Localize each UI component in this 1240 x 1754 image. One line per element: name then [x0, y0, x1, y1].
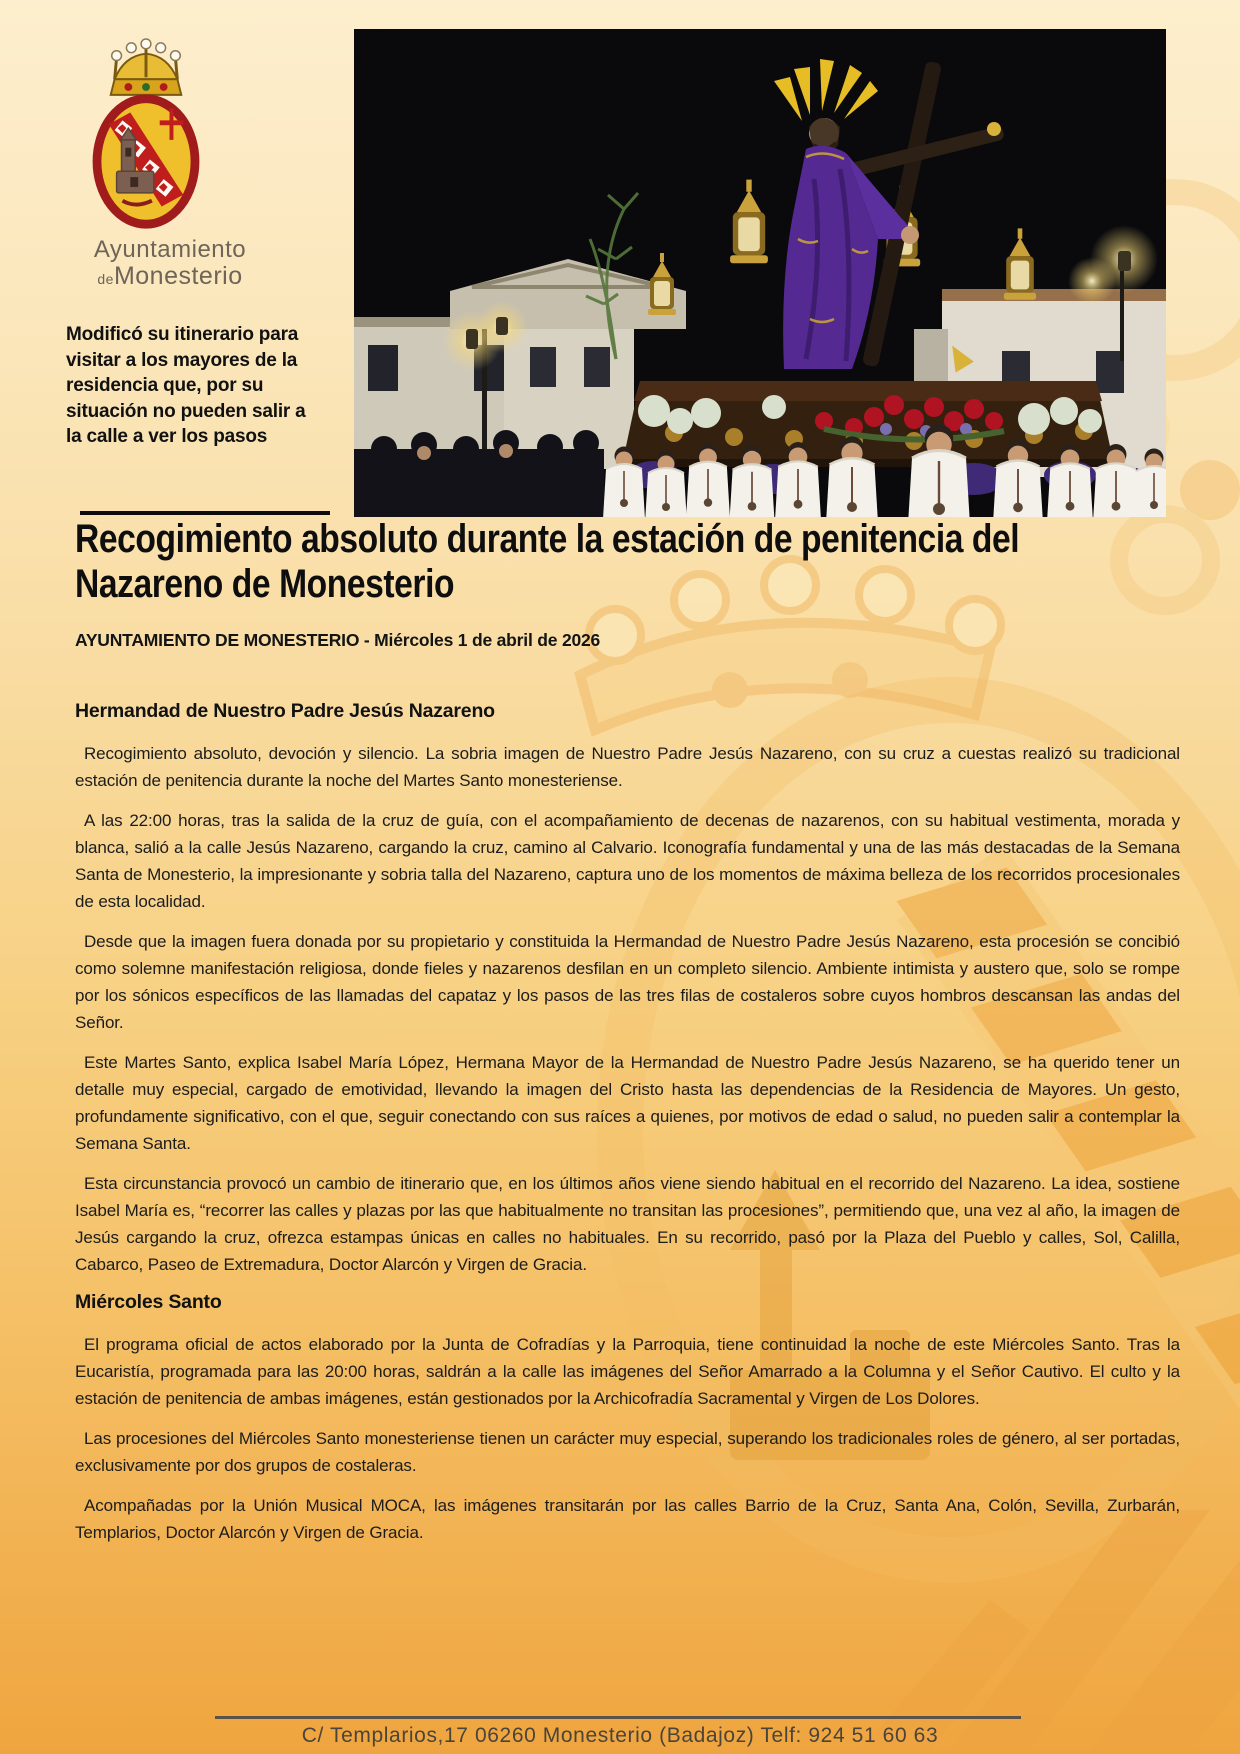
byline: AYUNTAMIENTO DE MONESTERIO - Miércoles 1 de abril de 2026	[75, 630, 601, 650]
kicker-text: Modificó su itinerario para visitar a los mayores de la residencia que, por su situación no pueden salir a la calle a ver los pasos	[66, 324, 306, 447]
procession-photo	[354, 29, 1166, 517]
brand-de: de	[97, 270, 114, 287]
page-title: Recogimiento absoluto durante la estación de penitencia del Nazareno de Monesterio	[75, 517, 1020, 606]
paragraph: Recogimiento absoluto, devoción y silencio. La sobria imagen de Nuestro Padre Jesús Nazareno, con su cruz a cuestas realizó su tradicional estación de penitencia durante la noche del Martes Santo monesteriense.	[75, 744, 1180, 790]
paragraph: Acompañadas por la Unión Musical MOCA, las imágenes transitarán por las calles Barrio de la Cruz, Santa Ana, Colón, Sevilla, Zurbarán, Templarios, Doctor Alarcón y Virgen de Gracia.	[75, 1496, 1180, 1542]
footer-address: C/ Templarios,17 06260 Monesterio (Badajoz) Telf: 924 51 60 63	[301, 1724, 939, 1747]
brand-line1: Ayuntamiento	[93, 236, 247, 263]
article-body	[75, 700, 1180, 1559]
paragraph: Desde que la imagen fuera donada por su propietario y constituida la Hermandad de Nuestro Padre Jesús Nazareno, esta procesión se concibió como solemne manifestación religiosa, donde fieles y nazarenos desfilan en un completo silencio. Ambiente intimista y austero que, solo se rompe por los sónicos específicos de las llamadas del capataz y los pasos de las tres filas de costaleros sobre cuyos hombros descansan las andas del Señor.	[75, 932, 1180, 1032]
monesterio-coat-of-arms-icon	[86, 38, 206, 234]
paragraph: El programa oficial de actos elaborado por la Junta de Cofradías y la Parroquia, tiene continuidad la noche de este Miércoles Santo. Tras la Eucaristía, programada para las 20:00 horas, saldrán a la calle las imágenes del Señor Amarrado a la Columna y el Señor Cautivo. El culto y la estación de penitencia de ambas imágenes, están gestionados por la Archicofradía Sacramental y Virgen de Los Dolores.	[75, 1335, 1180, 1408]
paragraph: Las procesiones del Miércoles Santo monesteriense tienen un carácter muy especial, superando los tradicionales roles de género, al ser portadas, exclusivamente por dos grupos de costaleras.	[75, 1429, 1180, 1475]
section-heading-miercoles-santo: Miércoles Santo	[75, 1291, 222, 1313]
paragraph: Este Martes Santo, explica Isabel María López, Hermana Mayor de la Hermandad de Nuestro Padre Jesús Nazareno, se ha querido tener un detalle muy especial, cargado de emotividad, llevando la imagen del Cristo hasta las dependencias de la Residencia de Mayores. Un gesto, profundamente significativo, con el que, seguir conectando con sus raíces a quienes, por motivos de edad o salud, no pueden salir a contemplar la Semana Santa.	[75, 1053, 1180, 1153]
paragraph: Esta circunstancia provocó un cambio de itinerario que, en los últimos años viene siendo habitual en el recorrido del Nazareno. La idea, sostiene Isabel María es, “recorrer las calles y plazas por las que habitualmente no transitan las procesiones”, permitiendo que, una vez al año, la imagen de Jesús cargando la cruz, ofrezca estampas únicas en calles no habituales. En su recorrido, pasó por la Plaza del Pueblo y calles, Sol, Calilla, Cabarco, Paseo de Extremadura, Doctor Alarcón y Virgen de Gracia.	[75, 1174, 1180, 1274]
headline-divider	[80, 511, 330, 515]
section-heading-hermandad: Hermandad de Nuestro Padre Jesús Nazareno	[75, 700, 495, 722]
headline-block	[75, 517, 1175, 607]
footer-divider	[215, 1716, 1021, 1719]
paragraph: A las 22:00 horas, tras la salida de la cruz de guía, con el acompañamiento de decenas de nazarenos, con su habitual vestimenta, morada y blanca, salió a la calle Jesús Nazareno, cargando la cruz, camino al Calvario. Iconografía fundamental y una de las más destacadas de la Semana Santa de Monesterio, la impresionante y sobria talla del Nazareno, captura uno de los momentos de máxima belleza de los recorridos procesionales de esta localidad.	[75, 811, 1180, 911]
brand-name	[70, 238, 270, 289]
brand-line2: deMonesterio	[97, 261, 243, 290]
